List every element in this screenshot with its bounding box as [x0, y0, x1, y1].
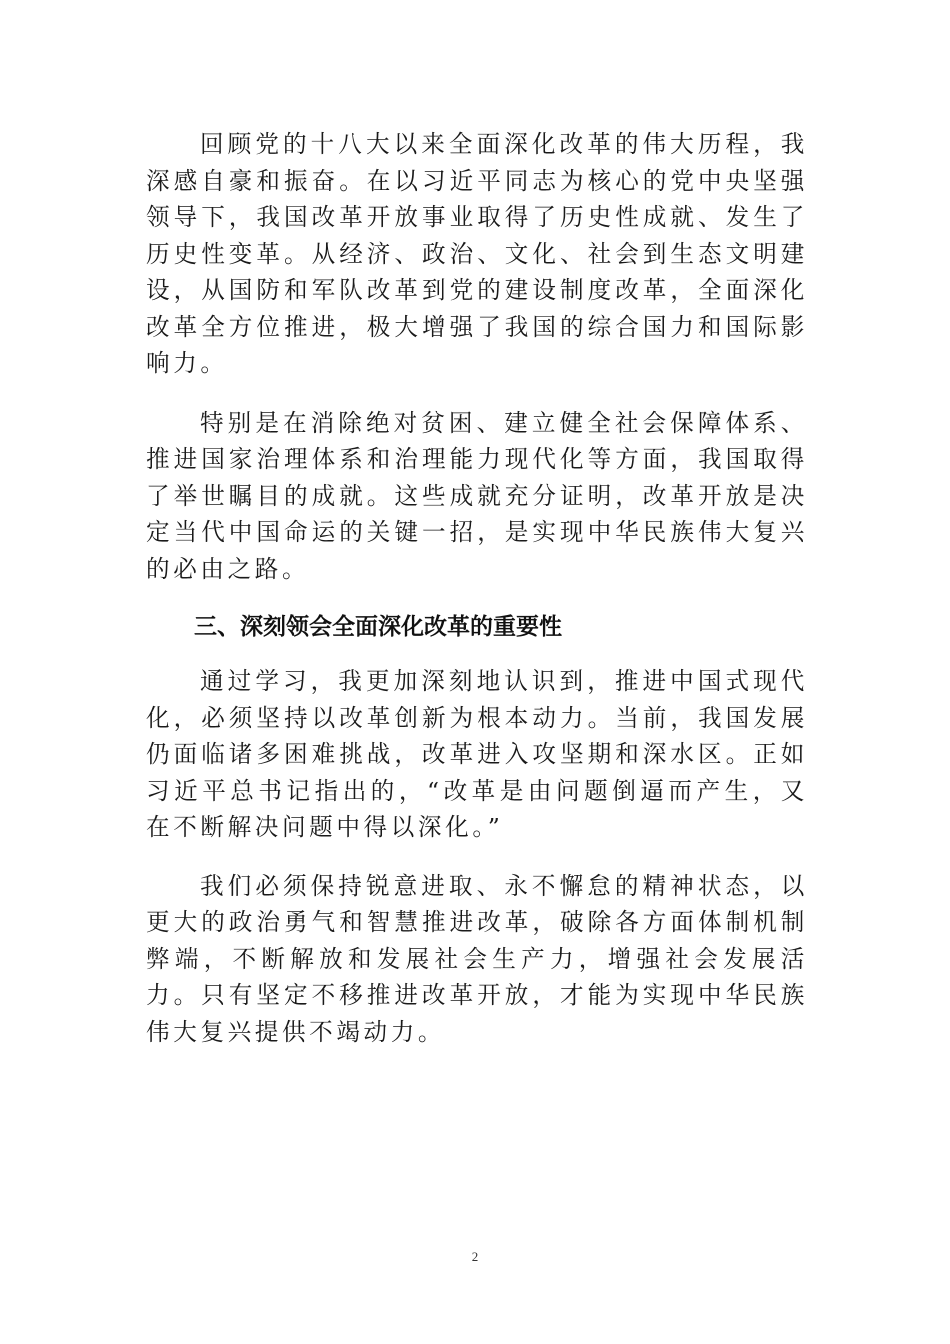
page-number: 2 — [471, 1249, 479, 1264]
paragraph: 通过学习，我更加深刻地认识到，推进中国式现代化，必须坚持以改革创新为根本动力。当前，我国发展仍面临诸多困难挑战，改革进入攻坚期和深水区。正如习近平总书记指出的，“改革是由问题倒逼而产生，又在不断解决问题中得以深化。” — [146, 667, 808, 841]
paragraph: 回顾党的十八大以来全面深化改革的伟大历程，我深感自豪和振奋。在以习近平同志为核心的党中央坚强领导下，我国改革开放事业取得了历史性成就、发生了历史性变革。从经济、政治、文化、社会到生态文明建设，从国防和军队改革到党的建设制度改革，全面深化改革全方位推进，极大增强了我国的综合国力和国际影响力。 — [146, 130, 808, 377]
paragraph: 我们必须保持锐意进取、永不懈怠的精神状态，以更大的政治勇气和智慧推进改革，破除各方面体制机制弊端，不断解放和发展社会生产力，增强社会发展活力。只有坚定不移推进改革开放，才能为实现中华民族伟大复兴提供不竭动力。 — [146, 871, 808, 1046]
page-content — [146, 126, 808, 1072]
paragraph: 特别是在消除绝对贫困、建立健全社会保障体系、推进国家治理体系和治理能力现代化等方面，我国取得了举世瞩目的成就。这些成就充分证明，改革开放是决定当代中国命运的关键一招，是实现中华民族伟大复兴的必由之路。 — [146, 408, 808, 583]
section-heading: 三、深刻领会全面深化改革的重要性 — [194, 614, 562, 640]
